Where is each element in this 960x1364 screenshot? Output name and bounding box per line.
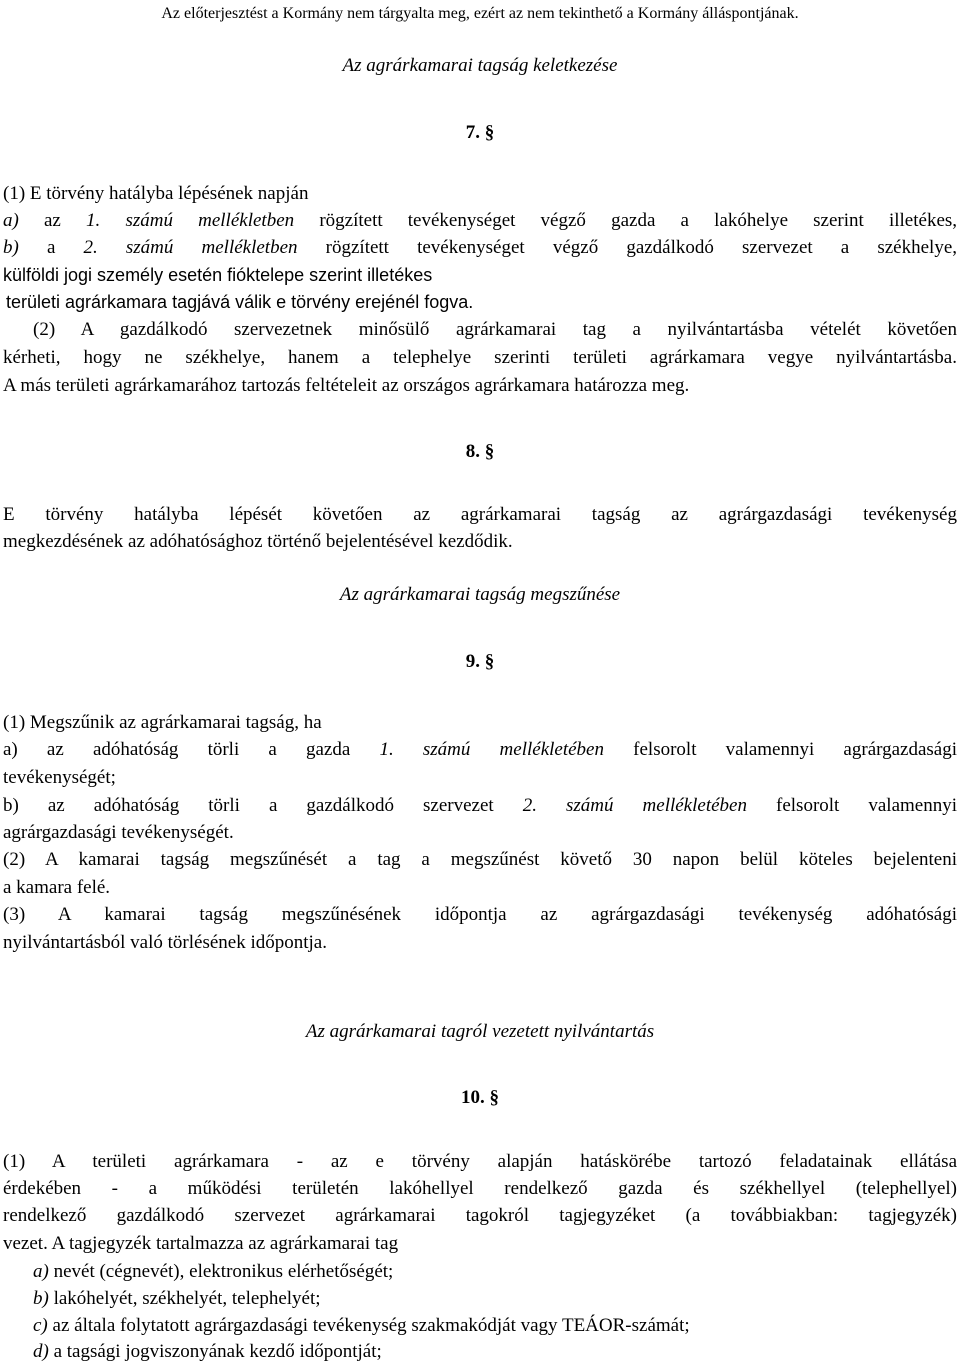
s7-item-a-mid: az bbox=[44, 210, 61, 231]
s9-item-b-line-2: agrárgazdasági tevékenységét. bbox=[3, 822, 234, 843]
s10-item-b-label: b) bbox=[33, 1288, 49, 1309]
s10-item-a-text: nevét (cégnevét), elektronikus elérhetőségét; bbox=[53, 1261, 394, 1282]
s9-item-a-pre: a) az adóhatóság törli a gazda bbox=[3, 739, 351, 760]
s9-item-a-post: felsorolt valamennyi agrárgazdasági bbox=[633, 739, 958, 760]
s9-item-a bbox=[3, 738, 957, 761]
section-7-number: 7. § bbox=[465, 122, 495, 143]
section-10-title: Az agrárkamarai tagról vezetett nyilvántartás bbox=[305, 1021, 655, 1042]
s7-item-b-text: rögzített tevékenységet végző gazdálkodó szervezet a székhelye, bbox=[325, 237, 958, 258]
s9-paragraph-3-line-1: (3) A kamarai tagság megszűnésének időpontja az agrárgazdasági tevékenység adóhatósági bbox=[3, 904, 957, 925]
s9-paragraph-1: (1) Megszűnik az agrárkamarai tagság, ha bbox=[3, 712, 322, 733]
s10-item-d-text: a tagsági jogviszonyának kezdő időpontját; bbox=[53, 1341, 382, 1362]
s10-item-b-text: lakóhelyét, székhelyét, telephelyét; bbox=[53, 1288, 321, 1309]
s7-item-a-ref: 1. számú mellékletben bbox=[86, 210, 295, 231]
header-notice: Az előterjesztést a Kormány nem tárgyalta meg, ezért az nem tekinthető a Kormány álláspontjának. bbox=[161, 5, 799, 22]
s10-item-d-label: d) bbox=[33, 1341, 49, 1362]
s7-paragraph-2-line-1: (2) A gazdálkodó szervezetnek minősülő agrárkamarai tag a nyilvántartásba vételét követően bbox=[33, 319, 957, 340]
s10-line-3: rendelkező gazdálkodó szervezet agrárkamarai tagokról tagjegyzéket (a továbbiakban: tagjegyzék) bbox=[3, 1205, 957, 1226]
s9-item-a-line-2: tevékenységét; bbox=[3, 767, 116, 788]
section-8-number: 8. § bbox=[465, 441, 495, 462]
s7-item-b-mid: a bbox=[46, 237, 56, 258]
s10-item-a-label: a) bbox=[33, 1261, 49, 1282]
s10-line-1: (1) A területi agrárkamara - az e törvény alapján hatáskörébe tartozó feladatainak ellátása bbox=[3, 1151, 957, 1172]
s8-line-1: E törvény hatályba lépését követően az agrárkamarai tagság az agrárgazdasági tevékenység bbox=[3, 504, 957, 525]
s9-paragraph-2-line-1: (2) A kamarai tagság megszűnését a tag a megszűnést követő 30 napon belül köteles bejelenteni bbox=[3, 849, 957, 870]
s10-item-d bbox=[33, 1340, 382, 1363]
s10-item-a bbox=[33, 1260, 393, 1283]
s7-line-4: külföldi jogi személy esetén fióktelepe szerint illetékes bbox=[3, 265, 433, 285]
section-7-title: Az agrárkamarai tagság keletkezése bbox=[342, 55, 618, 76]
s7-item-a-text: rögzített tevékenységet végző gazda a lakóhelye szerint illetékes, bbox=[319, 210, 958, 231]
s7-paragraph-2-line-3: A más területi agrárkamarához tartozás feltételeit az országos agrárkamara határozza meg. bbox=[3, 375, 690, 396]
s7-paragraph-2-line-2: kérheti, hogy ne székhelye, hanem a telephelye szerinti területi agrárkamara vegye nyilvántartásba. bbox=[3, 347, 957, 368]
s8-line-2: megkezdésének az adóhatósághoz történő bejelentésével kezdődik. bbox=[3, 531, 513, 552]
s7-item-b-ref: 2. számú mellékletben bbox=[83, 237, 298, 258]
s10-item-b bbox=[33, 1287, 321, 1310]
section-9-number: 9. § bbox=[465, 651, 495, 672]
s9-item-b bbox=[3, 794, 957, 817]
s9-item-b-ref: 2. számú mellékletében bbox=[522, 795, 747, 816]
s7-line-5: területi agrárkamara tagjává válik e törvény erejénél fogva. bbox=[6, 292, 474, 312]
s9-paragraph-3-line-2: nyilvántartásból való törlésének időpontja. bbox=[3, 932, 327, 953]
s10-item-c bbox=[33, 1314, 690, 1337]
s10-line-4: vezet. A tagjegyzék tartalmazza az agrárkamarai tag bbox=[3, 1233, 399, 1254]
s9-item-b-pre: b) az adóhatóság törli a gazdálkodó szervezet bbox=[3, 795, 494, 816]
s10-item-c-label: c) bbox=[33, 1315, 48, 1336]
s9-paragraph-2-line-2: a kamara felé. bbox=[3, 877, 111, 898]
s10-item-c-text: az általa folytatott agrárgazdasági tevékenység szakmakódját vagy TEÁOR-számát; bbox=[52, 1315, 690, 1336]
s7-item-b-label: b) bbox=[3, 237, 19, 258]
s10-line-2: érdekében - a működési területén lakóhellyel rendelkező gazda és székhellyel (telephellyel) bbox=[3, 1178, 957, 1199]
s7-item-a bbox=[3, 209, 957, 232]
s9-item-b-post: felsorolt valamennyi bbox=[776, 795, 957, 816]
s7-item-b bbox=[3, 236, 957, 259]
s7-paragraph-1: (1) E törvény hatályba lépésének napján bbox=[3, 183, 309, 204]
section-9-title: Az agrárkamarai tagság megszűnése bbox=[339, 584, 621, 605]
s9-item-a-ref: 1. számú mellékletében bbox=[379, 739, 604, 760]
section-10-number: 10. § bbox=[461, 1087, 499, 1108]
s7-item-a-label: a) bbox=[3, 210, 19, 231]
